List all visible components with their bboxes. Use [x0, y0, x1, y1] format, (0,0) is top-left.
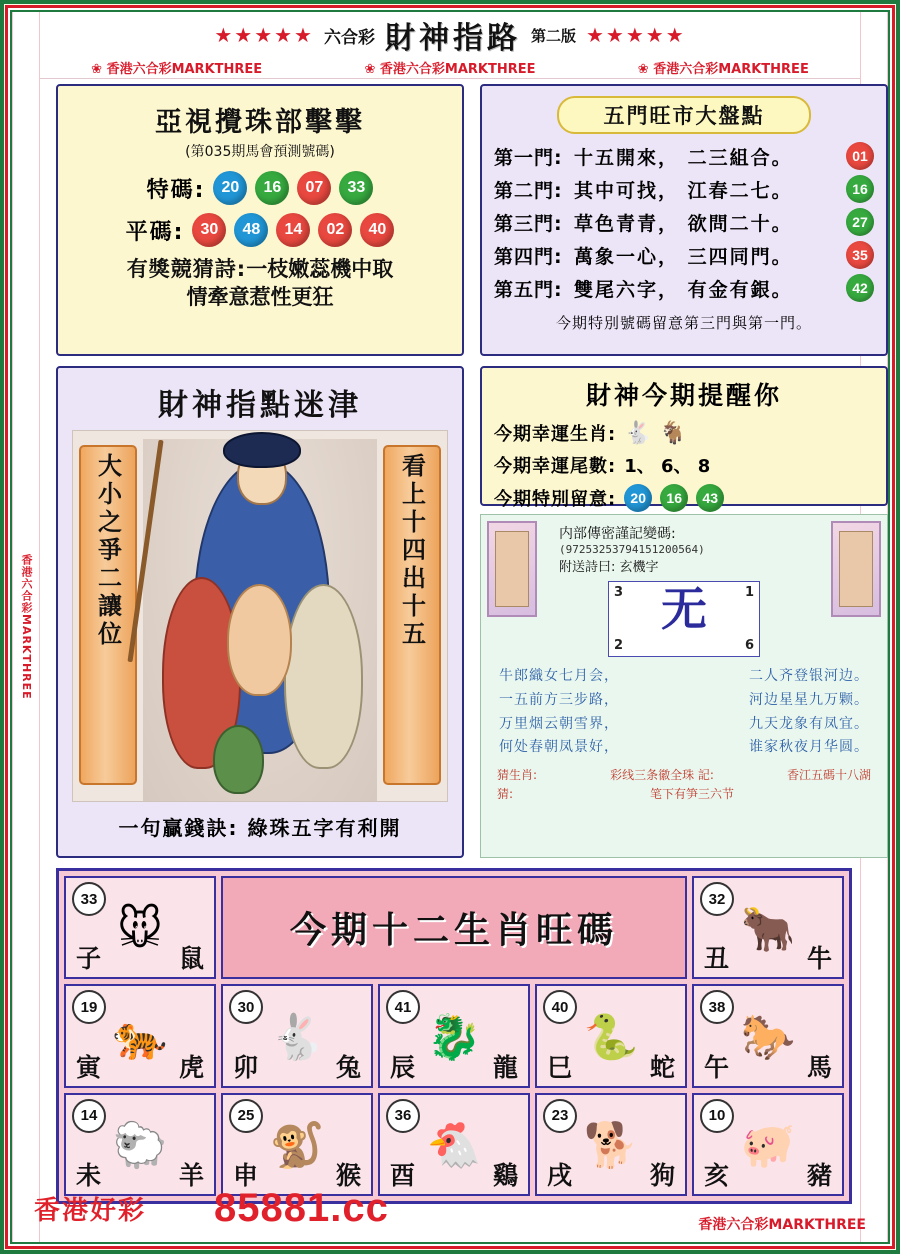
deity-base-ornament — [213, 725, 264, 794]
monkey-icon: 🐒 — [269, 1120, 325, 1172]
zodiac-branch-rooster: 酉 — [390, 1161, 416, 1190]
normal-ball-4: 02 — [318, 213, 352, 247]
mystery-corner-tl: 3 — [614, 585, 624, 600]
secret-code-panel — [480, 514, 888, 858]
edition-label: 第二版 — [530, 26, 576, 45]
zodiac-branch-tiger: 寅 — [76, 1052, 102, 1082]
gate-3-text: 草色青青， 欲問二十。 — [574, 212, 793, 235]
mystery-corner-tr: 1 — [744, 585, 754, 600]
deity-panel — [56, 366, 464, 858]
gate-2-text: 其中可找， 江春二七。 — [574, 179, 793, 202]
zodiac-cell-ox[interactable] — [692, 876, 844, 979]
pig-icon: 🐖 — [740, 1120, 796, 1172]
gate-5-number: 42 — [846, 274, 874, 302]
normal-numbers-row — [68, 213, 452, 247]
zodiac-name-pig: 豬 — [806, 1161, 832, 1190]
stars-right-icon: ★★★★★ — [586, 23, 686, 47]
reminder-title: 財神今期提醒你 — [585, 381, 782, 410]
secret-poem-4b: 谁家秋夜月华圆。 — [749, 739, 869, 756]
zodiac-number-tiger: 19 — [72, 990, 106, 1024]
zodiac-cell-snake[interactable] — [535, 984, 687, 1087]
secret-poem-3b: 九天龙象有凤宜。 — [749, 715, 869, 732]
brand-subbar — [40, 56, 860, 79]
deity-attendant-right — [284, 584, 363, 769]
five-gates-note: 今期特別號碼留意第三門與第一門。 — [555, 314, 812, 332]
deity-child-figure — [227, 584, 292, 697]
zodiac-number-rooster: 36 — [386, 1099, 420, 1133]
rabbit-icon: 🐇 — [269, 1011, 325, 1063]
prediction-panel — [56, 84, 464, 356]
guess-line-1 — [497, 766, 871, 785]
secret-poem-4a: 何处春朝凤景好， — [499, 739, 619, 756]
mystery-corner-bl: 2 — [614, 638, 624, 653]
zodiac-name-dog: 狗 — [649, 1161, 675, 1190]
dog-icon: 🐕 — [583, 1120, 639, 1172]
zodiac-number-goat: 14 — [72, 1099, 106, 1133]
left-scroll-banner — [79, 445, 137, 785]
mystery-corner-br: 6 — [744, 638, 754, 653]
zodiac-number-dog: 23 — [543, 1099, 577, 1133]
secret-poem-2a: 一五前方三步路， — [499, 691, 619, 708]
rat-icon: 🐭 — [117, 903, 163, 955]
special-attention-balls — [624, 484, 724, 512]
special-attention-row — [494, 484, 874, 512]
secret-code-subtitle: 附送詩曰: 玄機字 — [559, 560, 659, 575]
zodiac-number-rabbit: 30 — [229, 990, 263, 1024]
zodiac-cell-dog[interactable] — [535, 1093, 687, 1196]
zodiac-name-goat: 羊 — [178, 1161, 204, 1190]
right-scroll-banner — [383, 445, 441, 785]
zodiac-branch-goat: 未 — [76, 1161, 102, 1190]
five-gates-panel — [480, 84, 888, 356]
rooster-icon: 🐔 — [426, 1120, 482, 1172]
page-header — [40, 14, 860, 56]
zodiac-branch-dog: 戌 — [547, 1161, 573, 1190]
gate-row-4 — [494, 241, 874, 269]
zodiac-name-snake: 蛇 — [649, 1052, 675, 1082]
secret-poem-line-4 — [499, 736, 869, 760]
zodiac-branch-ox: 丑 — [704, 944, 730, 974]
guess-zodiac-right: 香江五碼十八湖 — [786, 768, 871, 783]
guess-zodiac-mid: 彩线三条徽全珠 記: — [610, 768, 714, 783]
normal-numbers-label: 平碼: — [125, 219, 185, 245]
zodiac-grid — [56, 868, 852, 1204]
zodiac-branch-rabbit: 卯 — [233, 1052, 259, 1082]
right-scroll-text: 看上十四出十五 — [397, 453, 426, 649]
left-scroll-text: 大小之爭二讓位 — [93, 453, 122, 649]
reminder-panel — [480, 366, 888, 510]
tiger-icon: 🐅 — [112, 1011, 168, 1063]
zodiac-number-horse: 38 — [700, 990, 734, 1024]
secret-code-digits: (97253253794151200564) — [559, 543, 705, 556]
rabbit-goat-icon: 🐇 🐐 — [624, 420, 687, 446]
deity-illustration — [72, 430, 448, 802]
attention-ball-1: 20 — [624, 484, 652, 512]
zodiac-number-rat: 33 — [72, 882, 106, 916]
zodiac-number-ox: 32 — [700, 882, 734, 916]
prize-poem-line-2: 情牽意惹性更狂 — [186, 285, 334, 310]
lucky-zodiac-label: 今期幸運生肖: — [494, 424, 617, 445]
door-god-right-image — [831, 521, 881, 617]
guess-section — [497, 766, 871, 804]
secret-poem-line-2 — [499, 689, 869, 713]
gate-2-number: 16 — [846, 175, 874, 203]
header-subtitle: 六合彩 — [323, 27, 375, 48]
deity-title: 財神指點迷津 — [158, 388, 362, 423]
five-gates-title: 五門旺市大盤點 — [557, 96, 811, 134]
special-ball-3: 07 — [297, 171, 331, 205]
zodiac-name-rabbit: 兔 — [335, 1052, 361, 1082]
special-attention-label: 今期特別留意: — [494, 489, 617, 510]
guess-line-2 — [497, 785, 871, 804]
brand-text-1: ❀ 香港六合彩MARKTHREE — [91, 58, 262, 77]
lucky-zodiac-row — [494, 420, 874, 446]
guess-text-2: 笔下有笋三六节 — [650, 787, 735, 802]
zodiac-branch-horse: 午 — [704, 1052, 730, 1082]
gate-row-1 — [494, 142, 874, 170]
ox-icon: 🐂 — [740, 903, 796, 955]
secret-code-title: 内部傳密謹記變碼: — [559, 526, 676, 542]
lucky-tail-row — [494, 452, 874, 478]
zodiac-branch-dragon: 辰 — [390, 1052, 416, 1082]
mystery-character: 无 — [661, 582, 707, 636]
secret-poem-line-3 — [499, 713, 869, 737]
special-ball-2: 16 — [255, 171, 289, 205]
zodiac-branch-pig: 亥 — [704, 1161, 730, 1190]
page-title: 財神指路 — [384, 21, 521, 56]
prize-poem-line-1: 一枝嫩蕊機中取 — [246, 257, 394, 281]
zodiac-cell-pig[interactable] — [692, 1093, 844, 1196]
zodiac-branch-rat: 子 — [76, 944, 102, 974]
normal-ball-3: 14 — [276, 213, 310, 247]
normal-ball-2: 48 — [234, 213, 268, 247]
zodiac-branch-monkey: 申 — [233, 1161, 259, 1190]
prediction-subtitle: (第035期馬會預測號碼) — [185, 144, 335, 160]
zodiac-banner — [221, 876, 687, 979]
gate-1-number: 01 — [846, 142, 874, 170]
secret-poem-2b: 河边星星九万颗。 — [749, 691, 869, 708]
gate-2-label: 第二門: — [494, 179, 563, 202]
gate-5-text: 雙尾六字， 有金有銀。 — [574, 278, 793, 301]
prediction-title: 亞視攪珠部擊擊 — [155, 107, 365, 138]
prize-poem-label: 有獎競猜詩: — [126, 257, 247, 281]
gate-5-label: 第五門: — [494, 278, 563, 301]
gate-row-5 — [494, 274, 874, 302]
attention-ball-3: 43 — [696, 484, 724, 512]
special-ball-1: 20 — [213, 171, 247, 205]
deity-footer-text: 一句贏錢訣: 綠珠五字有利開 — [118, 816, 402, 840]
zodiac-number-snake: 40 — [543, 990, 577, 1024]
gate-3-label: 第三門: — [494, 212, 563, 235]
secret-poem-1b: 二人齐登银河边。 — [749, 668, 869, 684]
zodiac-cell-rabbit[interactable] — [221, 984, 373, 1087]
zodiac-name-rooster: 鷄 — [492, 1161, 518, 1190]
lucky-tail-value: 1、 6、 8 — [624, 456, 711, 477]
page-footer — [34, 1186, 866, 1236]
normal-ball-5: 40 — [360, 213, 394, 247]
prize-poem — [68, 255, 452, 312]
dragon-icon: 🐉 — [426, 1011, 482, 1063]
zodiac-number-pig: 10 — [700, 1099, 734, 1133]
footer-brand: 香港好彩 — [34, 1196, 147, 1226]
zodiac-cell-rooster[interactable] — [378, 1093, 530, 1196]
zodiac-cell-horse[interactable] — [692, 984, 844, 1087]
zodiac-name-horse: 馬 — [806, 1052, 832, 1082]
stars-left-icon: ★★★★★ — [214, 23, 314, 47]
special-ball-4: 33 — [339, 171, 373, 205]
zodiac-name-dragon: 龍 — [492, 1052, 518, 1082]
attention-ball-2: 16 — [660, 484, 688, 512]
door-god-left-image — [487, 521, 537, 617]
gate-4-label: 第四門: — [494, 245, 563, 268]
secret-poem-line-1 — [499, 665, 869, 689]
footer-mark: 香港六合彩MARKTHREE — [698, 1217, 866, 1233]
zodiac-name-ox: 牛 — [806, 944, 832, 974]
gate-row-2 — [494, 175, 874, 203]
zodiac-cell-rat[interactable] — [64, 876, 216, 979]
lucky-tail-label: 今期幸運尾數: — [494, 456, 617, 477]
deity-hat — [223, 432, 302, 469]
horse-icon: 🐎 — [740, 1011, 796, 1063]
gate-row-3 — [494, 208, 874, 236]
zodiac-banner-text: 今期十二生肖旺碼 — [289, 910, 618, 952]
gate-1-text: 十五開來， 二三組合。 — [574, 146, 793, 169]
zodiac-cell-goat[interactable] — [64, 1093, 216, 1196]
zodiac-number-dragon: 41 — [386, 990, 420, 1024]
snake-icon: 🐍 — [583, 1011, 639, 1063]
special-numbers-row — [68, 171, 452, 205]
mystery-character-box — [608, 581, 760, 657]
zodiac-cell-tiger[interactable] — [64, 984, 216, 1087]
normal-ball-1: 30 — [192, 213, 226, 247]
zodiac-cell-monkey[interactable] — [221, 1093, 373, 1196]
content-area — [34, 84, 871, 1194]
zodiac-name-tiger: 虎 — [178, 1052, 204, 1082]
gate-3-number: 27 — [846, 208, 874, 236]
guess-zodiac-label: 猜生肖: — [497, 768, 538, 783]
deity-figure-group — [143, 439, 377, 801]
special-numbers-label: 特碼: — [146, 177, 206, 203]
zodiac-name-rat: 鼠 — [178, 944, 204, 974]
guess-label-2: 猜: — [497, 787, 514, 802]
zodiac-number-monkey: 25 — [229, 1099, 263, 1133]
zodiac-branch-snake: 巳 — [547, 1052, 573, 1082]
brand-text-2: ❀ 香港六合彩MARKTHREE — [364, 58, 535, 77]
secret-poem — [499, 665, 869, 760]
zodiac-cell-dragon[interactable] — [378, 984, 530, 1087]
left-side-ribbon-text: 香港六合彩MARKTHREE — [20, 554, 33, 700]
gate-4-number: 35 — [846, 241, 874, 269]
zodiac-name-monkey: 猴 — [335, 1161, 361, 1190]
brand-text-3: ❀ 香港六合彩MARKTHREE — [638, 58, 809, 77]
goat-icon: 🐑 — [112, 1120, 168, 1172]
secret-poem-3a: 万里烟云朝雪界， — [499, 715, 619, 732]
footer-url[interactable]: 85881.cc — [214, 1186, 389, 1230]
secret-poem-1a: 牛郎織女七月会， — [499, 668, 619, 684]
gate-4-text: 萬象一心， 三四同門。 — [574, 245, 793, 268]
gate-1-label: 第一門: — [494, 146, 563, 169]
